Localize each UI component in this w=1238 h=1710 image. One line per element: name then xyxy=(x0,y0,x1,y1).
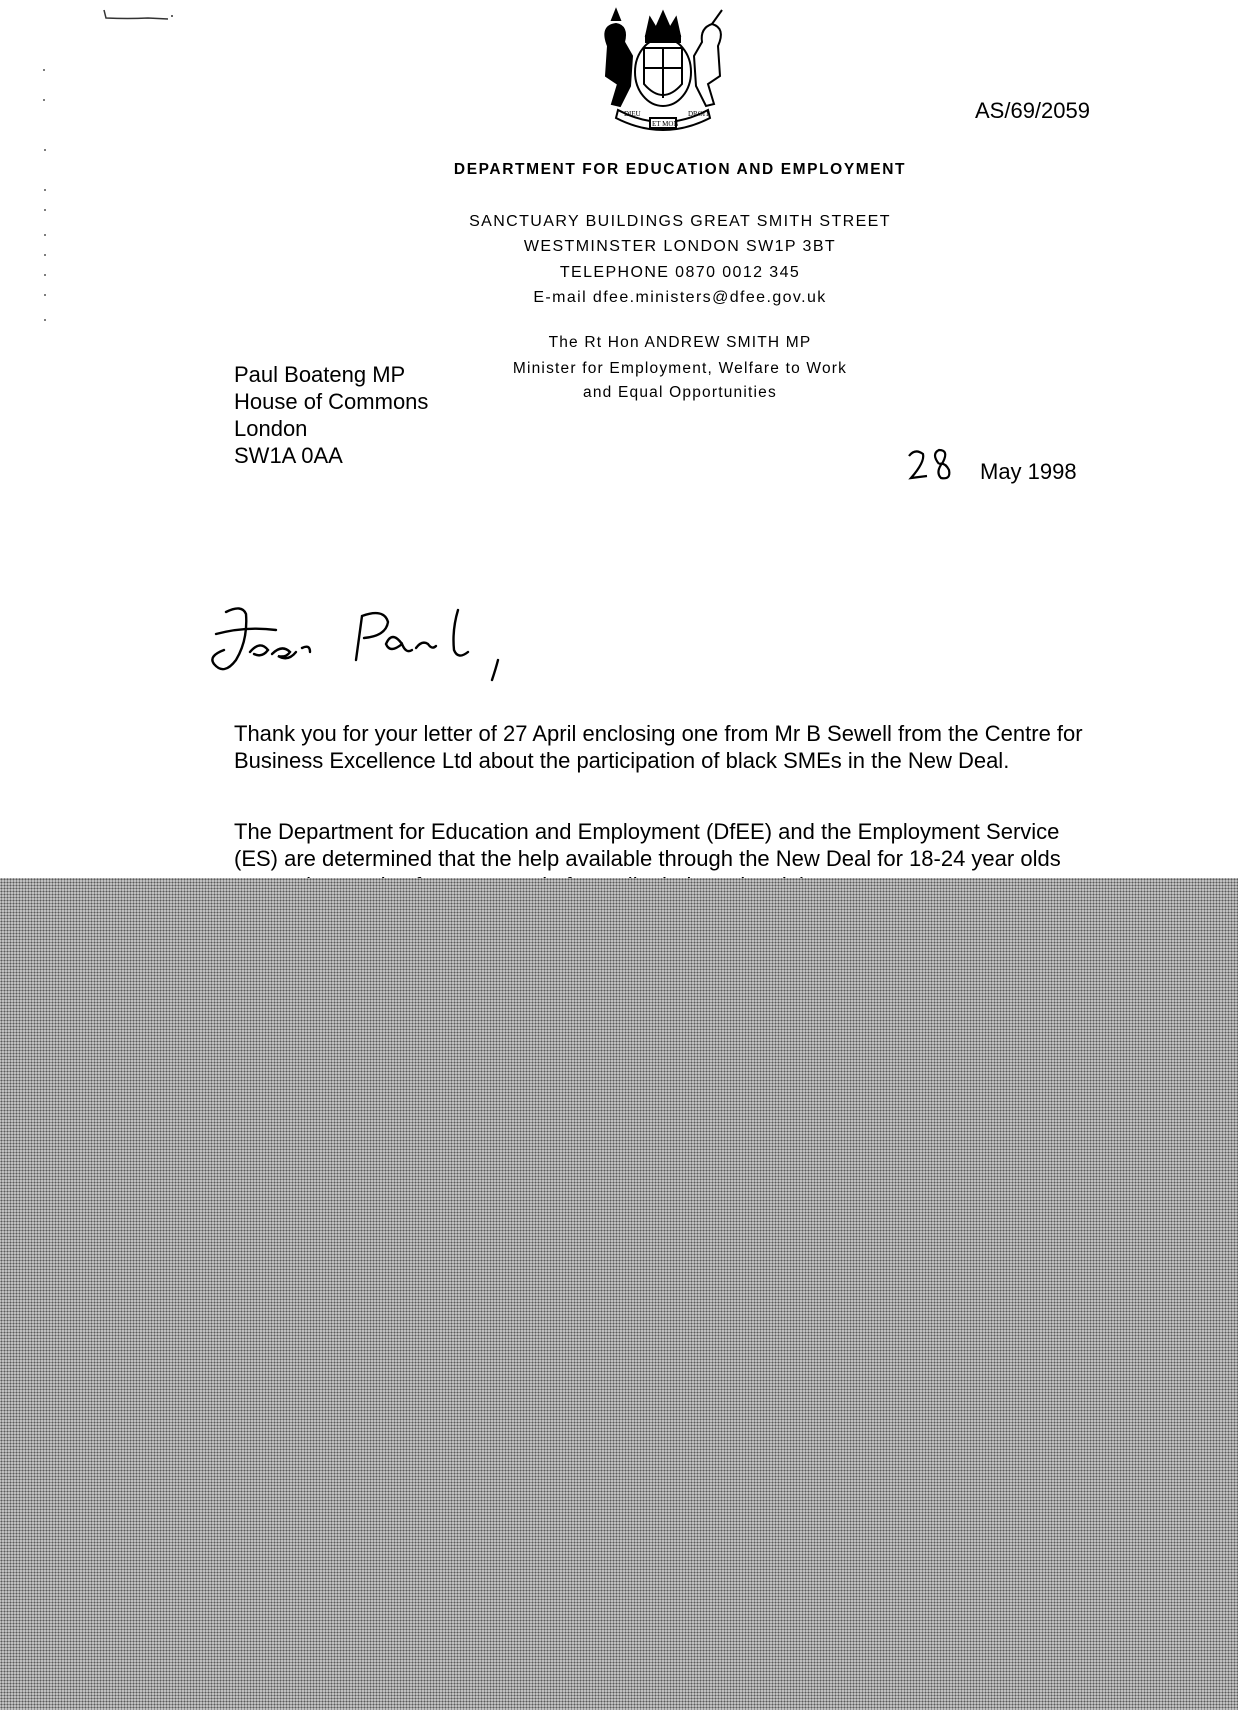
minister-name: The Rt Hon ANDREW SMITH MP xyxy=(548,334,812,351)
svg-text:ET MON: ET MON xyxy=(652,120,679,128)
email-line: E-mail dfee.ministers@dfee.gov.uk xyxy=(533,289,827,306)
address-line: SANCTUARY BUILDINGS GREAT SMITH STREET xyxy=(469,213,891,230)
reference-number: AS/69/2059 xyxy=(975,98,1090,123)
recipient-postcode: SW1A 0AA xyxy=(234,443,343,468)
minister-title: and Equal Opportunities xyxy=(583,384,777,401)
svg-text:DIEU: DIEU xyxy=(624,110,641,118)
recipient-name: Paul Boateng MP xyxy=(234,362,406,387)
department-name: DEPARTMENT FOR EDUCATION AND EMPLOYMENT xyxy=(453,161,907,178)
address-line: WESTMINSTER LONDON SW1P 3BT xyxy=(523,238,837,255)
telephone-line: TELEPHONE 0870 0012 345 xyxy=(559,264,801,281)
recipient-address: House of Commons xyxy=(234,389,429,414)
minister-title: Minister for Employment, Welfare to Work xyxy=(512,360,848,377)
royal-coat-of-arms-icon xyxy=(594,6,732,134)
recipient-address: London xyxy=(234,416,308,441)
handwritten-salutation xyxy=(206,600,526,700)
handwritten-date-day xyxy=(905,446,957,486)
letter-paragraph: Thank you for your letter of 27 April enclosing one from Mr B Sewell from the Centre for Business Excellence Ltd about the participation of black SMEs in the New Deal. xyxy=(234,721,1083,773)
scan-mark xyxy=(98,4,178,26)
letter-paragraph: The Department for Education and Employment (DfEE) and the Employment Service (ES) are determined that the help available through the New Deal for 18-24 year olds xyxy=(234,819,1061,871)
svg-text:DROIT: DROIT xyxy=(688,110,710,118)
redacted-region xyxy=(0,878,1238,1710)
date-month-year: May 1998 xyxy=(980,459,1077,484)
margin-punch-marks xyxy=(40,60,50,340)
